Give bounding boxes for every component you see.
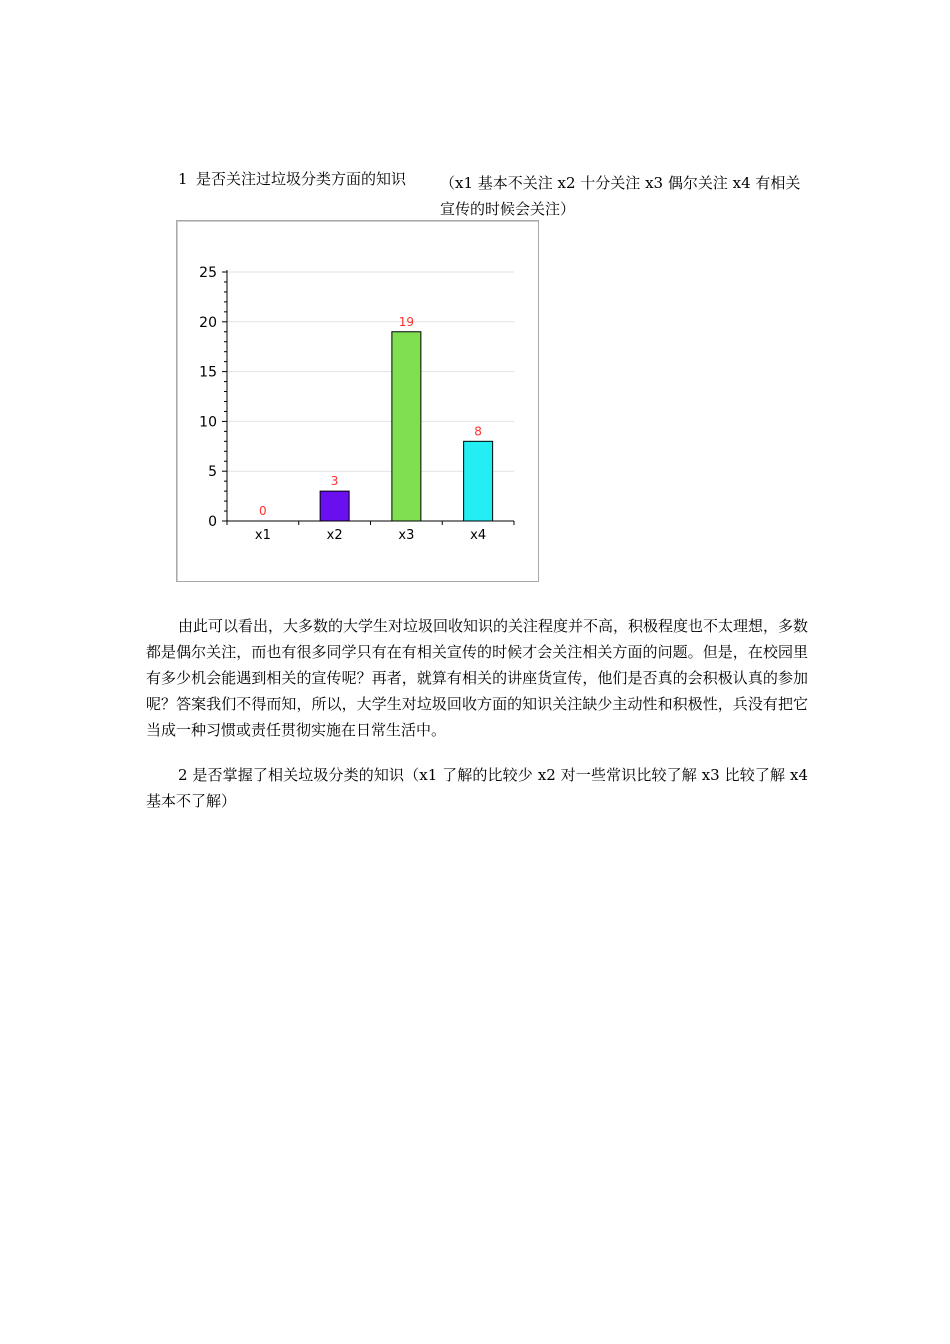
bar-chart-svg	[177, 221, 538, 581]
x-tick-label-x3: x3	[398, 528, 415, 543]
bar-x4	[464, 441, 493, 521]
y-tick-label: 0	[208, 514, 217, 530]
question-2-text: 2 是否掌握了相关垃圾分类的知识（x1 了解的比较少 x2 对一些常识比较了解 x3 比较了解 x4 基本不了解）	[146, 766, 808, 810]
question-1-title: 是否关注过垃圾分类方面的知识	[196, 170, 407, 188]
bar-x2	[320, 491, 349, 521]
analysis-paragraph: 由此可以看出，大多数的大学生对垃圾回收知识的关注程度并不高，积极程度也不太理想，多数都是偶尔关注，而也有很多同学只有在有相关宣传的时候才会关注相关方面的问题。但是，在校园里有多少机会能遇到相关的宣传呢？再者，就算有相关的讲座货宣传，他们是否真的会积极认真的参加呢？答案我们不得而知，所以，大学生对垃圾回收方面的知识关注缺少主动性和积极性，兵没有把它当成一种习惯或责任贯彻实施在日常生活中。	[146, 617, 809, 739]
data-label-x4: 8	[474, 424, 482, 439]
question-1-options: （x1 基本不关注 x2 十分关注 x3 偶尔关注 x4 有相关宣传的时候会关注）	[440, 174, 801, 218]
y-tick-label: 20	[199, 314, 217, 331]
x-tick-label-x1: x1	[254, 528, 271, 543]
y-tick-label: 5	[208, 464, 217, 481]
y-tick-label: 10	[199, 414, 217, 431]
y-tick-label: 15	[199, 364, 217, 381]
bar-chart	[176, 220, 539, 582]
data-label-x1: 0	[259, 504, 267, 518]
data-label-x3: 19	[398, 314, 415, 329]
x-tick-label-x4: x4	[470, 528, 487, 543]
y-tick-label: 25	[199, 265, 217, 281]
bar-x3	[392, 332, 421, 521]
x-tick-label-x2: x2	[326, 528, 343, 543]
data-label-x2: 3	[330, 474, 339, 489]
question-1-number: 1	[178, 170, 188, 188]
